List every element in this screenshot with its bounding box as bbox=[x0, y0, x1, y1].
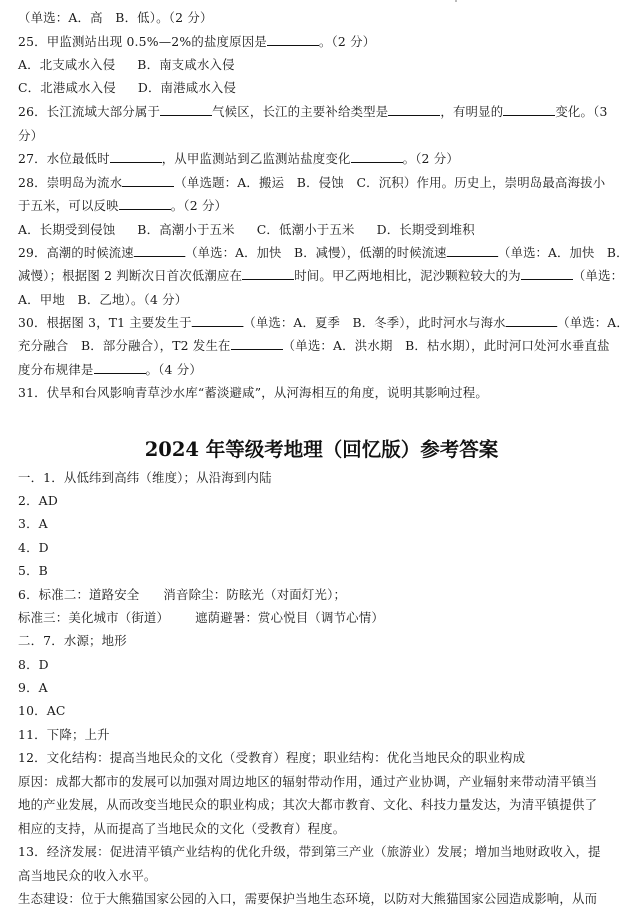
answer-10 bbox=[18, 701, 66, 721]
text: 标准三：美化城市（街道） bbox=[18, 610, 170, 625]
answer-8 bbox=[18, 655, 49, 675]
option-b: B．高潮小于五米 bbox=[137, 222, 235, 237]
answer-7 bbox=[18, 631, 127, 651]
answer-blank[interactable] bbox=[160, 102, 212, 116]
text: 10．AC bbox=[18, 703, 66, 718]
q30-cont bbox=[18, 336, 610, 356]
q31 bbox=[18, 383, 488, 403]
text: （单选：A．夏季 B．冬季），此时河水与海水 bbox=[243, 315, 506, 330]
option-b: B．南支咸水入侵 bbox=[137, 57, 235, 72]
text: 28．崇明岛为流水 bbox=[18, 175, 123, 190]
text: 二．7．水源；地形 bbox=[18, 633, 127, 648]
text: 。（2 分） bbox=[318, 34, 376, 49]
option-c: C．低潮小于五米 bbox=[256, 222, 355, 237]
q24-tail bbox=[18, 8, 213, 28]
text: 4．D bbox=[18, 540, 49, 555]
answer-blank[interactable] bbox=[388, 102, 440, 116]
answer-13-cont-2 bbox=[18, 889, 597, 909]
answer-blank[interactable] bbox=[119, 196, 171, 210]
q25 bbox=[18, 32, 375, 52]
option-c: C．北港咸水入侵 bbox=[18, 80, 116, 95]
text: 2．AD bbox=[18, 493, 58, 508]
q29-cont2 bbox=[18, 290, 187, 310]
answer-6 bbox=[18, 585, 346, 605]
answer-blank[interactable] bbox=[242, 266, 294, 280]
q25-options-ab bbox=[18, 55, 235, 75]
text: 30．根据图 3，T1 主要发生于 bbox=[18, 315, 192, 330]
q29-cont bbox=[18, 266, 623, 286]
text: 8．D bbox=[18, 657, 49, 672]
text: （单选：A．高 B．低）。（2 分） bbox=[18, 10, 213, 25]
text: 高当地民众的收入水平。 bbox=[18, 868, 157, 883]
option-d: D．南港咸水入侵 bbox=[137, 80, 237, 95]
answer-5 bbox=[18, 561, 48, 581]
text: 3．A bbox=[18, 516, 48, 531]
answer-blank[interactable] bbox=[506, 313, 558, 327]
answer-blank[interactable] bbox=[267, 32, 319, 46]
answer-11 bbox=[18, 725, 110, 745]
q28 bbox=[18, 173, 605, 193]
text: 。（2 分） bbox=[170, 198, 228, 213]
text: 变化。（3 bbox=[555, 104, 608, 119]
text: 生态建设：位于大熊猫国家公园的入口，需要保护当地生态环境，以防对大熊猫国家公园造成影响，从而 bbox=[18, 891, 598, 906]
q28-options bbox=[18, 220, 475, 240]
text: 气候区，长江的主要补给类型是 bbox=[212, 104, 389, 119]
text: 5．B bbox=[18, 563, 48, 578]
answer-blank[interactable] bbox=[134, 243, 185, 257]
text: （单选：A．加快 B． bbox=[498, 245, 629, 260]
option-a: A．北支咸水入侵 bbox=[18, 57, 116, 72]
text: 25．甲监测站出现 0.5%—2%的盐度原因是 bbox=[18, 34, 267, 49]
answer-blank[interactable] bbox=[122, 173, 174, 187]
text: ，从甲监测站到乙监测站盐度变化 bbox=[161, 151, 351, 166]
answer-blank[interactable] bbox=[503, 102, 555, 116]
answer-blank[interactable] bbox=[94, 360, 146, 374]
answers-title: 2024 年等级考地理（回忆版）参考答案 bbox=[144, 438, 499, 461]
answer-13 bbox=[18, 842, 601, 862]
text: （单选：A．洪水期 B．枯水期），此时河口处河水垂直盐 bbox=[282, 338, 610, 353]
option-a: A．长期受到侵蚀 bbox=[18, 222, 116, 237]
text: 于五米，可以反映 bbox=[18, 198, 119, 213]
answer-blank[interactable] bbox=[192, 313, 244, 327]
text: 6．标准二：道路安全 bbox=[18, 587, 140, 602]
option-d: D．长期受到堆积 bbox=[376, 222, 475, 237]
text: （单选： bbox=[572, 268, 624, 283]
answer-12-reason-3 bbox=[18, 819, 345, 839]
answer-blank[interactable] bbox=[521, 266, 573, 280]
text: 。（2 分） bbox=[402, 151, 459, 166]
answer-12-reason-1 bbox=[18, 772, 597, 792]
answer-blank[interactable] bbox=[110, 149, 162, 163]
text: 原因：成都大都市的发展可以加强对周边地区的辐射带动作用，通过产业协调，产业辐射来带动清平镇当 bbox=[18, 774, 598, 789]
text: 减慢）；根据图 2 判断次日首次低潮应在 bbox=[18, 268, 243, 283]
answer-blank[interactable] bbox=[231, 336, 283, 350]
scan-speck bbox=[455, 0, 457, 2]
answer-6-cont bbox=[18, 608, 384, 628]
answer-12-reason-2 bbox=[18, 795, 597, 815]
text: 。（4 分） bbox=[145, 362, 202, 377]
text: A．甲地 B．乙地）。（4 分） bbox=[18, 292, 188, 307]
text: 时间。甲乙两地相比，泥沙颗粒较大的为 bbox=[294, 268, 521, 283]
answer-13-cont-1 bbox=[18, 866, 157, 886]
text: 相应的支持，从而提高了当地民众的文化（受教育）程度。 bbox=[18, 821, 346, 836]
answer-2 bbox=[18, 491, 58, 511]
text: （单选题：A．搬运 B．侵蚀 C．沉积）作用。历史上，崇明岛最高海拔小 bbox=[174, 175, 606, 190]
q26 bbox=[18, 102, 608, 122]
text: （单选：A． bbox=[557, 315, 629, 330]
q26-cont bbox=[18, 126, 43, 146]
answer-4 bbox=[18, 538, 49, 558]
answer-blank[interactable] bbox=[447, 243, 498, 257]
q30-cont2 bbox=[18, 360, 202, 380]
q29 bbox=[18, 243, 629, 263]
text: 度分布规律是 bbox=[18, 362, 94, 377]
answer-blank[interactable] bbox=[351, 149, 403, 163]
answer-3 bbox=[18, 514, 48, 534]
text: 29．高潮的时候流速 bbox=[18, 245, 134, 260]
text: 遮荫避暑：赏心悦目（调节心情） bbox=[195, 610, 384, 625]
answer-1 bbox=[18, 468, 272, 488]
text: 充分融合 B．部分融合），T2 发生在 bbox=[18, 338, 231, 353]
answer-9 bbox=[18, 678, 48, 698]
text: 9．A bbox=[18, 680, 48, 695]
text: 12．文化结构：提高当地民众的文化（受教育）程度；职业结构：优化当地民众的职业构成 bbox=[18, 750, 526, 765]
text: 26．长江流域大部分属于 bbox=[18, 104, 161, 119]
q25-options-cd bbox=[18, 78, 236, 98]
answer-12 bbox=[18, 748, 525, 768]
text: ，有明显的 bbox=[440, 104, 504, 119]
q30 bbox=[18, 313, 629, 333]
text: （单选：A．加快 B．减慢），低潮的时候流速 bbox=[185, 245, 447, 260]
text: 地的产业发展，从而改变当地民众的职业构成；其次大都市教育、文化、科技力量发达，为清平镇提供了 bbox=[18, 797, 598, 812]
q28-cont bbox=[18, 196, 227, 216]
text: 13．经济发展：促进清平镇产业结构的优化升级，带到第三产业（旅游业）发展；增加当地财政收入，提 bbox=[18, 844, 601, 859]
text: 分） bbox=[18, 128, 44, 143]
text: 消音除尘：防眩光（对面灯光）； bbox=[163, 587, 347, 602]
text: 27．水位最低时 bbox=[18, 151, 110, 166]
text: 31．伏旱和台风影响青草沙水库“蓄淡避咸”，从河海相互的角度，说明其影响过程。 bbox=[18, 385, 488, 400]
q27 bbox=[18, 149, 459, 169]
text: 11．下降；上升 bbox=[18, 727, 110, 742]
text: 一．1．从低纬到高纬（维度）；从沿海到内陆 bbox=[18, 470, 272, 485]
